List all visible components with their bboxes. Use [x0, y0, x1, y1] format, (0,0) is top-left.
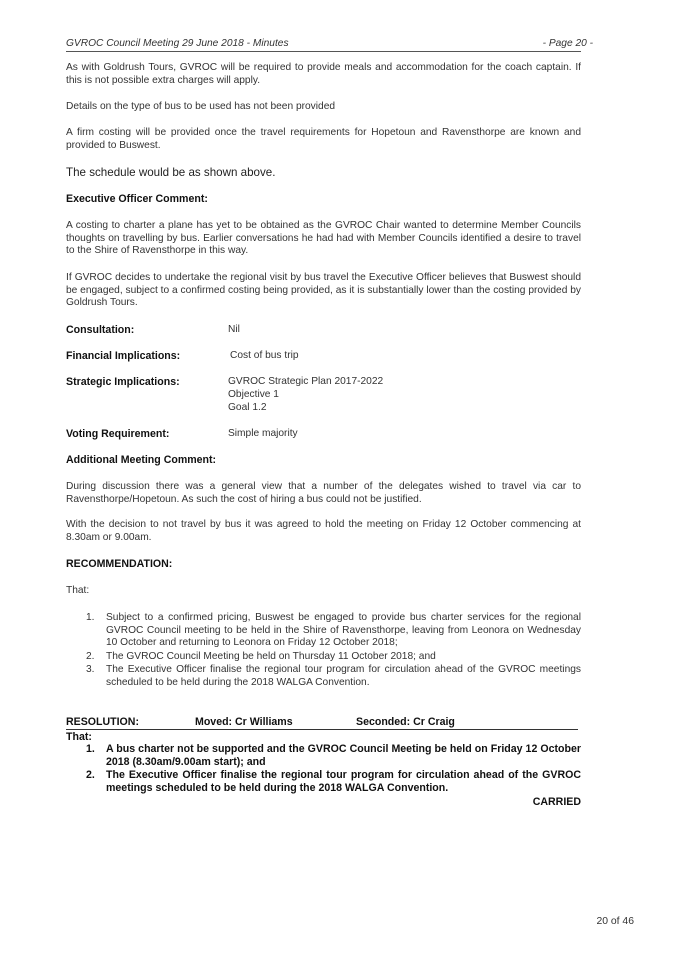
recommendation-item [86, 651, 581, 664]
resolution-moved: Moved: Cr Williams [195, 716, 293, 728]
recommendation-heading: RECOMMENDATION: [66, 558, 173, 570]
recommendation-item-text: Subject to a confirmed pricing, Buswest be engaged to provide bus charter services for the regional GVROC Council meeting to be held in the Shire of Ravensthorpe, leaving from Leonora on Wednesday 10 October and returning to Leonora on Friday 12 October 2018; [106, 612, 581, 649]
resolution-item-text: The Executive Officer finalise the regional tour program for circulation ahead of the GVROC meetings scheduled to be held during the 2018 WALGA Convention. [106, 769, 581, 795]
exec-comment-paragraph-1: A costing to charter a plane has yet to be obtained as the GVROC Chair wanted to determine Member Councils thoughts on travelling by bus. Earlier conversations he had had with Member Councils identified a desire to travel to the Shire of Ravensthorpe in this way. [66, 220, 581, 257]
consultation-value: Nil [228, 324, 240, 335]
footer-page-count: 20 of 46 [596, 916, 634, 927]
resolution-rule [66, 729, 578, 730]
recommendation-that: That: [66, 585, 90, 596]
additional-comment-heading: Additional Meeting Comment: [66, 454, 217, 466]
paragraph-firm-costing: A firm costing will be provided once the travel requirements for Hopetoun and Ravensthorpe are known and provided to Buswest. [66, 127, 581, 151]
paragraph-schedule: The schedule would be as shown above. [66, 166, 276, 179]
recommendation-item [86, 612, 581, 650]
strategic-label: Strategic Implications: [66, 376, 180, 388]
resolution-seconded: Seconded: Cr Craig [356, 716, 455, 728]
voting-value: Simple majority [228, 428, 298, 439]
recommendation-item-text: The Executive Officer finalise the regional tour program for circulation ahead of the GVROC meetings scheduled to be held during the 2018 WALGA Convention. [106, 664, 581, 688]
resolution-item-text: A bus charter not be supported and the GVROC Council Meeting be held on Friday 12 October 2018 (8.30am/9.00am start); and [106, 743, 581, 769]
resolution-that: That: [66, 731, 92, 743]
header-page-number: - Page 20 - [542, 38, 593, 49]
recommendation-item-number: 2. [86, 651, 95, 662]
recommendation-item-number: 3. [86, 664, 95, 675]
exec-comment-paragraph-2: If GVROC decides to undertake the regional visit by bus travel the Executive Officer believes that Buswest should be engaged, subject to a confirmed costing being provided, as it is substantially lower than the costing provided by Goldrush Tours. [66, 272, 581, 309]
recommendation-item-number: 1. [86, 612, 95, 623]
header-rule [66, 51, 581, 52]
resolution-item-number: 1. [86, 743, 95, 755]
consultation-label: Consultation: [66, 324, 135, 336]
strategic-line-3: Goal 1.2 [228, 402, 267, 413]
financial-label: Financial Implications: [66, 350, 181, 362]
paragraph-meals: As with Goldrush Tours, GVROC will be required to provide meals and accommodation for the coach captain. If this is not possible extra charges will apply. [66, 62, 581, 86]
voting-label: Voting Requirement: [66, 428, 170, 440]
resolution-label: RESOLUTION: [66, 716, 139, 728]
paragraph-bus-type: Details on the type of bus to be used has not been provided [66, 101, 336, 112]
strategic-line-2: Objective 1 [228, 389, 279, 400]
financial-value: Cost of bus trip [230, 350, 299, 361]
additional-paragraph-2: With the decision to not travel by bus it was agreed to hold the meeting on Friday 12 October commencing at 8.30am or 9.00am. [66, 519, 581, 543]
resolution-carried: CARRIED [532, 796, 581, 808]
recommendation-item-text: The GVROC Council Meeting be held on Thursday 11 October 2018; and [106, 651, 436, 662]
recommendation-item [86, 664, 581, 689]
resolution-item [86, 769, 581, 795]
strategic-line-1: GVROC Strategic Plan 2017-2022 [228, 376, 384, 387]
header-title: GVROC Council Meeting 29 June 2018 - Minutes [66, 38, 289, 49]
additional-paragraph-1: During discussion there was a general view that a number of the delegates wished to travel via car to Ravensthorpe/Hopetoun. As such the cost of hiring a bus could not be justified. [66, 481, 581, 505]
resolution-item [86, 743, 581, 769]
resolution-item-number: 2. [86, 769, 95, 781]
exec-comment-heading: Executive Officer Comment: [66, 193, 208, 205]
